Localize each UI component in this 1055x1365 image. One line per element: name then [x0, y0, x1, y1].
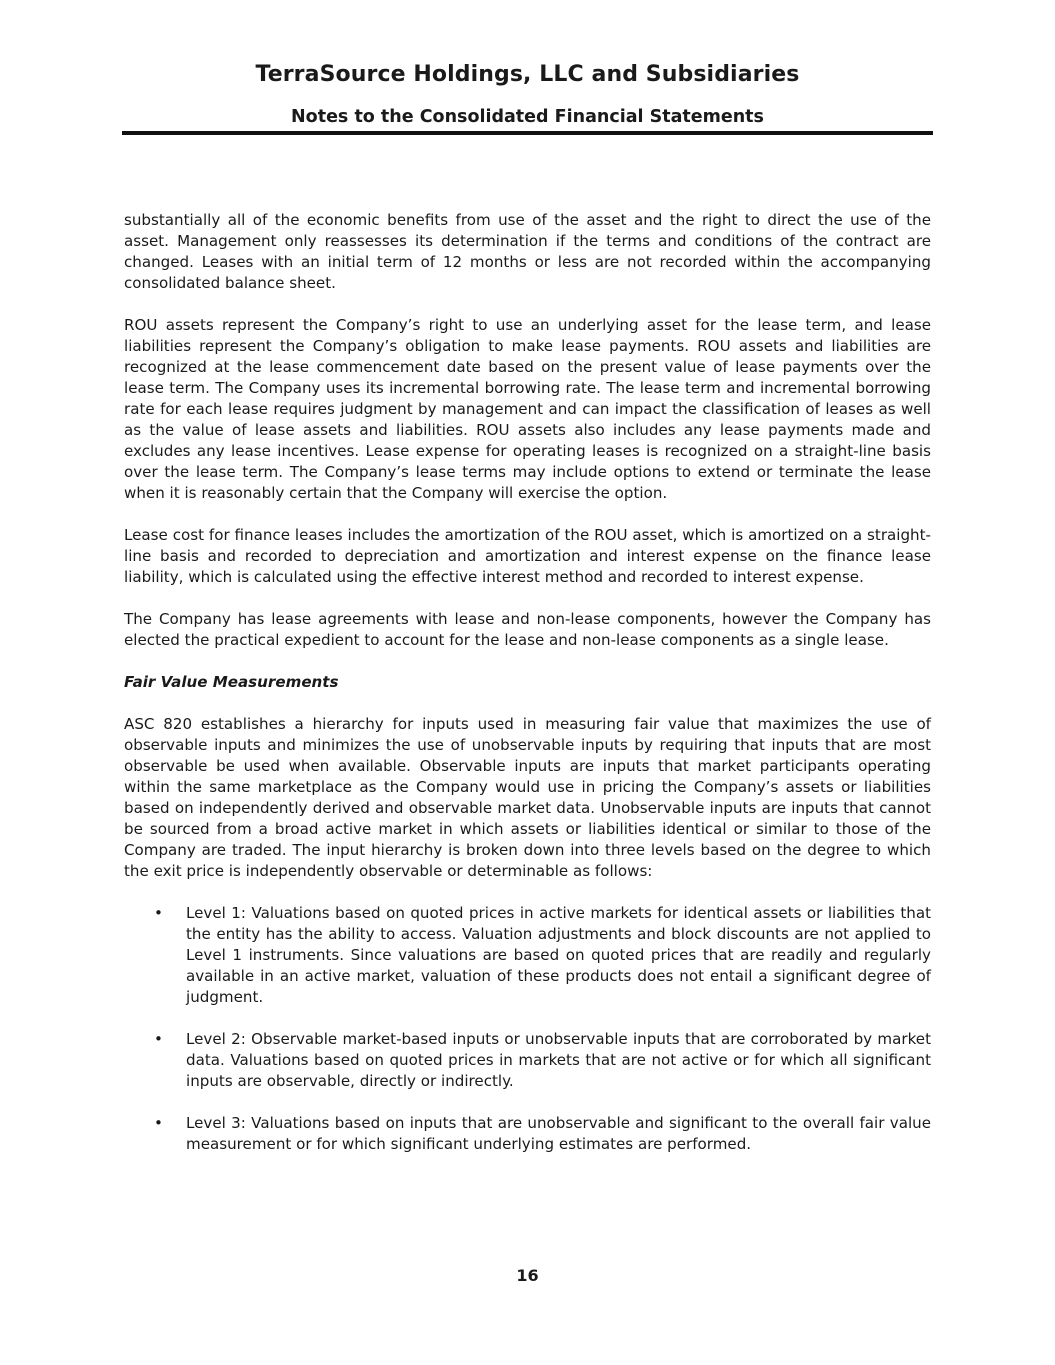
bullet-icon: •: [154, 1114, 163, 1132]
list-item-text: Level 2: Observable market-based inputs or unobservable inputs that are corroborated by market data. Valuations based on quoted prices in markets that are not active or for which all significant inputs are observable, directly or indirectly.: [186, 1030, 931, 1090]
document-title: TerraSource Holdings, LLC and Subsidiaries: [255, 62, 800, 87]
body-content: [124, 210, 931, 1176]
bullet-icon: •: [154, 904, 163, 922]
document-subtitle: Notes to the Consolidated Financial Statements: [291, 107, 764, 127]
fair-value-levels-list: [124, 903, 931, 1155]
bullet-icon: •: [154, 1030, 163, 1048]
list-item-level-1: [124, 903, 931, 1008]
list-item-text: Level 1: Valuations based on quoted prices in active markets for identical assets or liabilities that the entity has the ability to access. Valuation adjustments and block discounts are not applied to Level 1 instruments. Since valuations are based on quoted prices that are readily and regularly available in an active market, valuation of these products does not entail a significant degree of judgment.: [186, 904, 931, 1006]
list-item-level-2: [124, 1029, 931, 1092]
list-item-level-3: [124, 1113, 931, 1155]
section-heading-fair-value: Fair Value Measurements: [124, 673, 339, 691]
paragraph-lease-identification: substantially all of the economic benefits from use of the asset and the right to direct the use of the asset. Management only reassesses its determination if the terms and conditions of the contract are changed. Leases with an initial term of 12 months or less are not recorded within the accompanying consolidated balance sheet.: [124, 211, 931, 292]
paragraph-fair-value-hierarchy: ASC 820 establishes a hierarchy for inputs used in measuring fair value that maximizes the use of observable inputs and minimizes the use of unobservable inputs by requiring that inputs that are most observable be used when available. Observable inputs are inputs that market participants operating within the same marketplace as the Company would use in pricing the Company’s assets or liabilities based on independently derived and observable market data. Unobservable inputs are inputs that cannot be sourced from a broad active market in which assets or liabilities identical or similar to those of the Company are traded. The input hierarchy is broken down into three levels based on the degree to which the exit price is independently observable or determinable as follows:: [124, 715, 931, 880]
paragraph-lease-components: The Company has lease agreements with lease and non-lease components, however the Company has elected the practical expedient to account for the lease and non-lease components as a single lease.: [124, 610, 931, 649]
paragraph-finance-lease-cost: Lease cost for finance leases includes the amortization of the ROU asset, which is amortized on a straight-line basis and recorded to depreciation and amortization and interest expense on the finance lease liability, which is calculated using the effective interest method and recorded to interest expense.: [124, 526, 931, 586]
list-item-text: Level 3: Valuations based on inputs that are unobservable and significant to the overall fair value measurement or for which significant underlying estimates are performed.: [186, 1114, 931, 1153]
header-divider: [122, 131, 933, 135]
page-number: 16: [516, 1266, 539, 1285]
paragraph-rou-assets: ROU assets represent the Company’s right to use an underlying asset for the lease term, and lease liabilities represent the Company’s obligation to make lease payments. ROU assets and liabilities are recognized at the lease commencement date based on the present value of lease payments over the lease term. The Company uses its incremental borrowing rate. The lease term and incremental borrowing rate for each lease requires judgment by management and can impact the classification of leases as well as the value of lease assets and liabilities. ROU assets also includes any lease payments made and excludes any lease incentives. Lease expense for operating leases is recognized on a straight-line basis over the lease term. The Company’s lease terms may include options to extend or terminate the lease when it is reasonably certain that the Company will exercise the option.: [124, 316, 931, 502]
